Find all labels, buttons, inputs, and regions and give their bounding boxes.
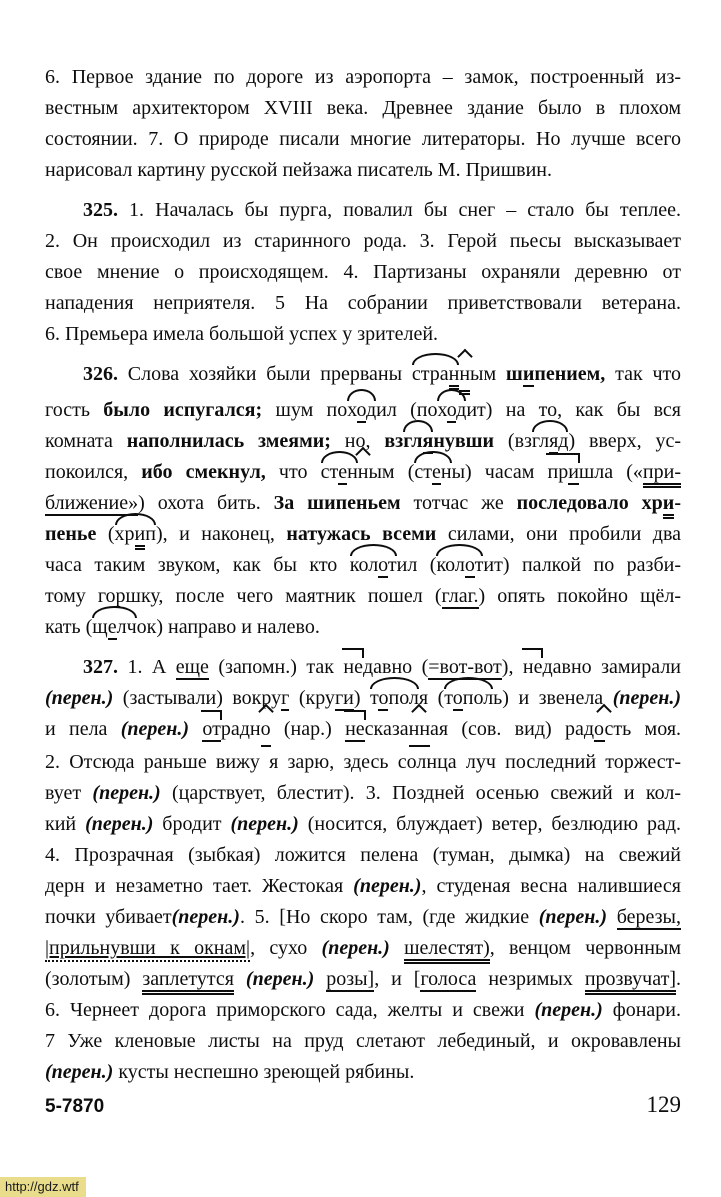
text-segment: о xyxy=(464,554,475,576)
text-line: вестным архитектором XVIII века. Древнее здание было в плохом xyxy=(45,97,681,119)
text-segment: стра xyxy=(411,363,449,385)
text-segment: прозвучат] xyxy=(585,968,676,995)
watermark-url: http://gdz.wtf xyxy=(0,1177,86,1197)
text-segment: е xyxy=(431,461,441,483)
paragraph xyxy=(45,195,681,350)
suffix-caret-mark: н xyxy=(358,457,369,488)
text-segment: н xyxy=(449,363,460,390)
text-segment: - xyxy=(674,492,681,514)
text-segment: За шипеньем xyxy=(273,492,401,514)
text-segment: розы] xyxy=(326,968,375,990)
text-segment: |прильнувши к окнам| xyxy=(45,937,250,962)
text-line: 2. Отсюда раньше вижу я зарю, здесь солнца луч последний торжест- xyxy=(45,751,681,773)
prefix-mark xyxy=(523,652,543,683)
text-line: почки убивает(перен.). 5. [Но скоро там, (где жидкие (перен.) березы, xyxy=(45,906,681,928)
text-segment: и xyxy=(135,523,146,550)
text-segment: =вот-вот xyxy=(428,656,502,678)
page-number: 129 xyxy=(646,1092,681,1117)
text-segment: пенье xyxy=(45,523,97,545)
text-segment: т xyxy=(387,554,397,576)
root-arc-mark xyxy=(350,550,397,581)
text-segment: ги xyxy=(334,687,354,709)
text-line: 7 Уже кленовые листы на пруд слетают лебединый, и окровавлены xyxy=(45,1030,681,1052)
text-segment: о xyxy=(594,718,605,740)
root-arc-mark xyxy=(347,395,376,426)
text-segment: голоса xyxy=(420,968,477,990)
text-segment: о xyxy=(356,399,366,421)
text-segment: и xyxy=(568,461,579,483)
text-segment: х xyxy=(347,399,357,421)
text-segment: последовало хр xyxy=(516,492,663,514)
text-segment: т xyxy=(474,554,484,576)
text-line: 6. Первое здание по дороге из аэропорта – замок, построенный из- xyxy=(45,66,681,88)
text-segment: о xyxy=(378,687,389,709)
text-segment: не xyxy=(522,656,543,678)
text-line: вует (перен.) (царствует, блестит). 3. Поздней осенью свежий и кол- xyxy=(45,782,681,804)
paragraph xyxy=(45,652,681,1088)
text-line: 4. Прозрачная (зыбкая) ложится пелена (туман, дымка) на свежий xyxy=(45,844,681,866)
text-segment: гл xyxy=(403,430,423,452)
suffix-caret-mark xyxy=(594,714,613,745)
suffix-caret-mark: н xyxy=(459,359,470,395)
text-segment: хр xyxy=(114,523,135,545)
text-segment: не xyxy=(345,718,365,740)
text-segment: (перен.) xyxy=(353,875,422,897)
text-segment: 325. xyxy=(83,199,118,221)
suffix-caret-mark: о xyxy=(261,714,271,747)
text-line: состоянии. 7. О природе писали многие литераторы. Но лучше всего xyxy=(45,128,681,150)
text-segment: было испугался; xyxy=(103,399,263,421)
text-segment: д xyxy=(558,430,569,452)
text-segment: кол xyxy=(436,554,465,576)
root-arc-mark xyxy=(414,457,451,488)
prefix-mark xyxy=(202,714,220,745)
text-segment: (перен.) xyxy=(612,687,681,709)
prefix-mark xyxy=(547,457,578,488)
prefix-mark xyxy=(345,714,365,745)
text-line: нарисовал картину русской пейзажа писатель М. Пришвин. xyxy=(45,159,552,181)
text-segment: с xyxy=(604,718,614,740)
text-line: (золотым) заплетутся (перен.) розы], и [голоса незримых прозвучат]. xyxy=(45,964,681,995)
text-segment: заплетутся xyxy=(142,968,234,995)
suffix-caret-mark: нн xyxy=(409,714,430,747)
text-segment: я xyxy=(549,430,559,452)
text-line: дерн и незаметно тает. Жестокая (перен.), студеная весна налившиеся xyxy=(45,875,681,897)
text-line: 6. Премьера имела большой успех у зрителей. xyxy=(45,323,439,345)
text-segment: п xyxy=(145,523,156,545)
text-segment: (перен.) xyxy=(120,718,190,740)
text-segment: лч xyxy=(116,616,137,638)
text-segment: (перен.) xyxy=(45,687,114,709)
text-line: кий (перен.) бродит (перен.) (носится, блуждает) ветер, безлюдию рад. xyxy=(45,813,682,835)
text-segment: нувши xyxy=(433,430,495,452)
text-segment: т xyxy=(370,687,379,709)
text-segment: еще xyxy=(175,656,209,678)
text-segment: 326. xyxy=(83,363,118,385)
text-line: и пела (перен.) отрадно (нар.) несказанная (сов. вид) радость моя. xyxy=(45,714,681,747)
text-segment: ибо смекнул, xyxy=(141,461,266,483)
paragraph xyxy=(45,359,681,643)
text-segment: ш xyxy=(505,363,523,385)
text-line: 325. 1. Началась бы пурга, повалил бы снег – стало бы теплее. xyxy=(83,199,681,221)
paragraph xyxy=(45,62,681,186)
text-line: часа таким звуком, как бы кто колотил (колотит) палкой по разби- xyxy=(45,550,681,581)
text-line: ближение») охота бить. За шипеньем тотчас же последовало хри- xyxy=(45,488,681,519)
text-segment: ст xyxy=(320,461,339,483)
text-line: комната наполнилась змеями; но, взглянувши (взгляд) вверх, ус- xyxy=(45,426,681,457)
text-line: 2. Он происходил из старинного рода. 3. Герой пьесы высказывает xyxy=(45,230,681,252)
text-segment: при- xyxy=(643,461,681,488)
text-line: пенье (хрип), и наконец, натужась всеми силами, они пробили два xyxy=(45,519,681,550)
text-line: (перен.) кусты неспешно зреющей рябины. xyxy=(45,1061,415,1083)
text-line: нападения неприятеля. 5 На собрании приветствовали ветерана. xyxy=(45,292,681,314)
text-segment: (перен.) xyxy=(538,906,608,928)
page-text xyxy=(45,62,681,1097)
text-segment: о xyxy=(378,554,388,576)
text-segment: д xyxy=(365,399,377,421)
text-segment: (перен.) xyxy=(45,1061,114,1083)
text-line: кать (щелчок) направо и налево. xyxy=(45,612,681,643)
text-line: |прильнувши к окнам|, сухо (перен.) шелестят), венцом червонным xyxy=(45,933,681,964)
text-segment: (перен.) xyxy=(230,813,299,835)
text-segment: т xyxy=(444,687,453,709)
text-segment: гл xyxy=(531,430,550,452)
text-segment: (перен.) xyxy=(321,937,390,959)
text-segment: кол xyxy=(349,554,379,576)
text-segment: н xyxy=(440,461,452,483)
prefix-mark xyxy=(343,652,363,683)
text-segment: (перен.) xyxy=(171,906,240,928)
text-segment: я xyxy=(422,430,434,452)
text-segment: е xyxy=(107,616,117,638)
text-line: 327. 1. А еще (запомн.) так недавно (=вот-вот), недавно замирали xyxy=(45,652,681,683)
text-segment: г xyxy=(281,687,290,709)
root-arc-mark xyxy=(115,519,156,550)
text-segment: и xyxy=(663,492,675,519)
text-line: тому горшку, после чего маятник пошел (глаг.) опять покойно щёл- xyxy=(45,585,681,607)
text-segment: ст xyxy=(414,461,432,483)
text-segment: о xyxy=(446,399,457,421)
root-arc-mark xyxy=(437,395,466,426)
text-segment: (перен.) xyxy=(85,813,154,835)
text-line: покоился, ибо смекнул, что стенным (стены) часам пришла («при- xyxy=(45,457,681,488)
root-arc-mark xyxy=(444,683,493,714)
text-segment: (перен.) xyxy=(92,782,161,804)
text-line: 6. Чернеет дорога приморского сада, желты и свежи (перен.) фонари. xyxy=(45,999,681,1021)
text-segment: пол xyxy=(462,687,494,709)
page-footer xyxy=(45,1092,681,1118)
root-arc-mark xyxy=(321,457,358,488)
text-segment: пением, xyxy=(534,363,606,385)
root-arc-mark xyxy=(412,359,459,390)
text-line: 326. Слова хозяйки были прерваны странным шипением, так что xyxy=(45,359,681,395)
text-segment: н xyxy=(347,461,358,483)
text-segment: щ xyxy=(92,616,108,638)
text-segment: о xyxy=(452,687,463,709)
text-segment: натужась всеми xyxy=(286,523,437,545)
text-segment: 327. xyxy=(83,656,118,678)
text-segment: ближение» xyxy=(45,492,139,514)
root-arc-mark xyxy=(92,612,136,643)
text-line: (перен.) (застывали) вокруг (круги) тополя (тополь) и звенела (перен.) xyxy=(45,683,681,714)
text-segment: вз xyxy=(384,430,404,452)
text-segment: шелестят) xyxy=(404,937,490,964)
text-segment: пол xyxy=(388,687,419,709)
text-segment: от xyxy=(202,718,221,740)
text-segment: (перен.) xyxy=(534,999,603,1021)
text-line: гость было испугался; шум походил (походит) на то, как бы вся xyxy=(45,395,681,426)
text-segment: х xyxy=(437,399,447,421)
text-segment: и xyxy=(522,363,535,385)
text-segment: е xyxy=(338,461,348,483)
text-segment: березы, xyxy=(616,906,681,928)
text-segment: глаг. xyxy=(441,585,479,607)
text-line: свое мнение о происходящем. 4. Партизаны охраняли деревню от xyxy=(45,261,681,283)
root-arc-mark xyxy=(436,550,483,581)
text-segment: наполнилась змеями; xyxy=(126,430,331,452)
text-segment: д xyxy=(456,399,467,421)
text-segment: (перен.) xyxy=(245,968,315,990)
text-segment: не xyxy=(343,656,363,678)
print-code: 5-7870 xyxy=(45,1096,105,1117)
text-segment: пр xyxy=(547,461,569,483)
